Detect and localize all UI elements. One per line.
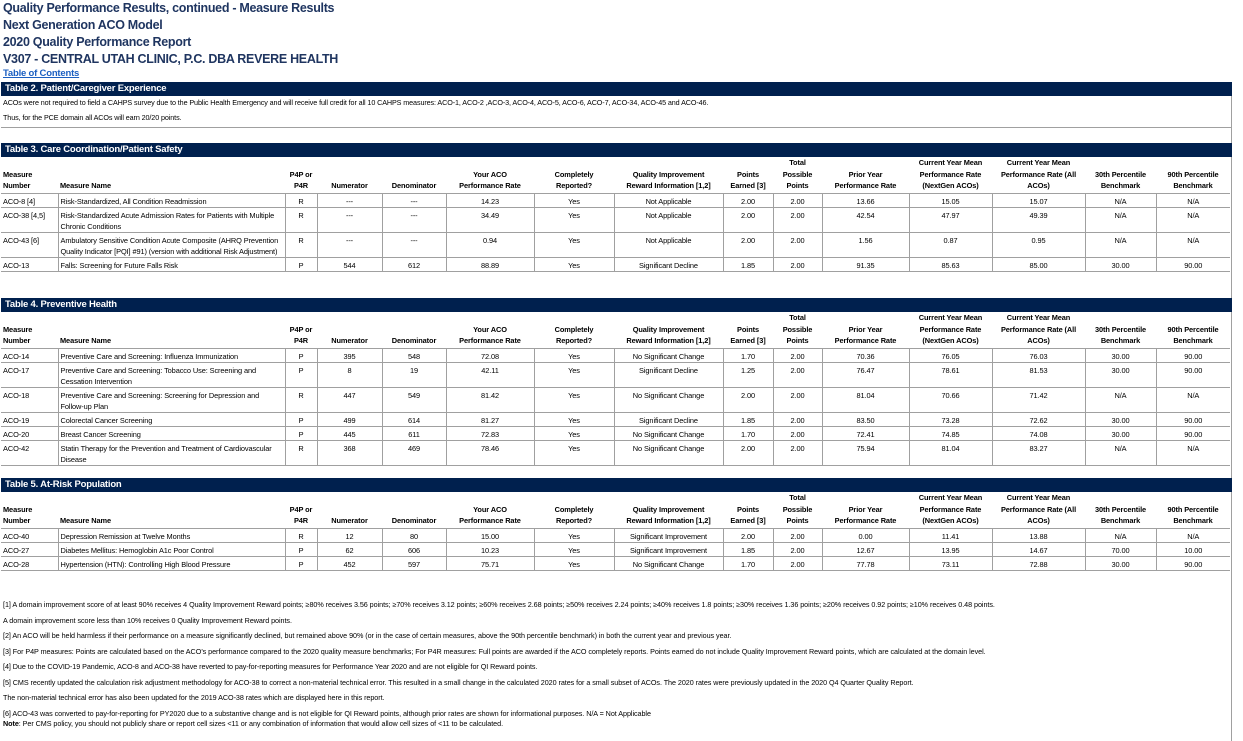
table-cell: 447 [317, 387, 382, 412]
table-cell: 74.85 [909, 426, 992, 440]
header-row [1, 157, 1230, 193]
table-cell: 13.66 [822, 193, 909, 207]
table-cell: ACO-17 [1, 362, 58, 387]
table-cell: Yes [534, 348, 614, 362]
table-cell: Statin Therapy for the Prevention and Treatment of Cardiovascular Disease [58, 440, 285, 465]
page-border [1231, 82, 1232, 741]
table-cell: 1.85 [723, 412, 773, 426]
table-cell: N/A [1156, 440, 1230, 465]
table-cell: Risk-Standardized Acute Admission Rates for Patients with Multiple Chronic Conditions [58, 207, 285, 232]
table-cell: ACO-43 [6] [1, 232, 58, 257]
table-cell: 0.94 [446, 232, 534, 257]
table-cell: 395 [317, 348, 382, 362]
table-row [1, 556, 1230, 570]
table-cell: 42.54 [822, 207, 909, 232]
column-header: Numerator [317, 157, 382, 193]
table-cell: No Significant Change [614, 440, 723, 465]
table-cell: 75.71 [446, 556, 534, 570]
column-header: Your ACO Performance Rate [446, 157, 534, 193]
table-cell: 10.00 [1156, 542, 1230, 556]
table-cell: P [285, 257, 317, 271]
footnote: The non-material technical error has also been updated for the 2019 ACO-38 rates which are displayed here in this report. [3, 693, 385, 702]
table-cell: Falls: Screening for Future Falls Risk [58, 257, 285, 271]
table2-text-2: Thus, for the PCE domain all ACOs will earn 20/20 points. [3, 113, 182, 122]
table-cell: Yes [534, 426, 614, 440]
column-header: Denominator [382, 157, 446, 193]
table-cell: 15.00 [446, 528, 534, 542]
table-cell: 548 [382, 348, 446, 362]
table-cell: 72.88 [992, 556, 1085, 570]
table-cell: --- [317, 193, 382, 207]
column-header: Points Earned [3] [723, 492, 773, 528]
table-cell: 2.00 [773, 412, 822, 426]
column-header: 30th Percentile Benchmark [1085, 492, 1156, 528]
table-cell: Preventive Care and Screening: Tobacco Use: Screening and Cessation Intervention [58, 362, 285, 387]
column-header: P4P or P4R [285, 157, 317, 193]
column-header: Quality Improvement Reward Information [1,2] [614, 492, 723, 528]
table-cell: 2.00 [723, 193, 773, 207]
column-header: Total Possible Points [773, 157, 822, 193]
column-header: P4P or P4R [285, 312, 317, 348]
table-row [1, 528, 1230, 542]
table-cell: Yes [534, 232, 614, 257]
table-cell: 0.95 [992, 232, 1085, 257]
table-cell: 2.00 [773, 232, 822, 257]
table-cell: 42.11 [446, 362, 534, 387]
table-row [1, 362, 1230, 387]
table-cell: 13.95 [909, 542, 992, 556]
table-cell: 13.88 [992, 528, 1085, 542]
table-cell: 1.25 [723, 362, 773, 387]
table-cell: Hypertension (HTN): Controlling High Blood Pressure [58, 556, 285, 570]
table-cell: 2.00 [723, 528, 773, 542]
table-cell: 549 [382, 387, 446, 412]
table-cell: 2.00 [773, 426, 822, 440]
table-cell: Depression Remission at Twelve Months [58, 528, 285, 542]
note-text: : Per CMS policy, you should not publicly share or report cell sizes <11 or any combination of information that would allow cell sizes of <11 to be calculated. [18, 719, 504, 728]
table-cell: ACO-28 [1, 556, 58, 570]
table-cell: 76.47 [822, 362, 909, 387]
table-cell: 30.00 [1085, 426, 1156, 440]
footnote: [3] For P4P measures: Points are calculated based on the ACO’s performance compared to the 2020 quality measure benchmarks; For P4R measures: Full points are awarded if the ACO completely reports. Points earned do not include Quality Improvement Reward points, which are calculated at the domain level. [3, 646, 986, 656]
table-cell: P [285, 542, 317, 556]
column-header: Current Year Mean Performance Rate (NextGen ACOs) [909, 492, 992, 528]
table-cell: 81.04 [822, 387, 909, 412]
column-header: 90th Percentile Benchmark [1156, 312, 1230, 348]
table-cell: 2.00 [773, 528, 822, 542]
table-cell: 90.00 [1156, 412, 1230, 426]
table-cell: 76.05 [909, 348, 992, 362]
table-cell: Diabetes Mellitus: Hemoglobin A1c Poor Control [58, 542, 285, 556]
table-cell: ACO-8 [4] [1, 193, 58, 207]
column-header: Quality Improvement Reward Information [1,2] [614, 157, 723, 193]
table-row [1, 426, 1230, 440]
table-cell: 80 [382, 528, 446, 542]
column-header: Prior Year Performance Rate [822, 492, 909, 528]
table-cell: ACO-40 [1, 528, 58, 542]
table-cell: 469 [382, 440, 446, 465]
report-name: 2020 Quality Performance Report [3, 35, 191, 49]
table-cell: 2.00 [723, 387, 773, 412]
table-cell: 62 [317, 542, 382, 556]
column-header: 90th Percentile Benchmark [1156, 492, 1230, 528]
column-header: Numerator [317, 492, 382, 528]
table-cell: R [285, 193, 317, 207]
column-header: Measure Number [1, 492, 58, 528]
table-cell: No Significant Change [614, 387, 723, 412]
table-cell: N/A [1156, 207, 1230, 232]
table-cell: 597 [382, 556, 446, 570]
header-row [1, 492, 1230, 528]
table-cell: 70.66 [909, 387, 992, 412]
table-cell: Preventive Care and Screening: Screening for Depression and Follow-up Plan [58, 387, 285, 412]
table-cell: 0.87 [909, 232, 992, 257]
column-header: Denominator [382, 312, 446, 348]
table-cell: P [285, 426, 317, 440]
table-title: Table 3. Care Coordination/Patient Safety [1, 143, 1232, 157]
table-cell: 2.00 [773, 440, 822, 465]
footnote: [1] A domain improvement score of at least 90% receives 4 Quality Improvement Reward points; ≥80% receives 3.56 points; ≥70% receives 3.12 points; ≥60% receives 2.68 points; ≥50% receives 2.24 points; ≥40% receives 1.8 points; ≥30% receives 1.36 points; ≥20% receives 0.92 points; ≥10% receives 0.48 points. [3, 600, 995, 609]
table-cell: N/A [1156, 387, 1230, 412]
table-cell: Breast Cancer Screening [58, 426, 285, 440]
column-header: 30th Percentile Benchmark [1085, 312, 1156, 348]
table-cell: 76.03 [992, 348, 1085, 362]
table-cell: 606 [382, 542, 446, 556]
table-cell: 11.41 [909, 528, 992, 542]
table-cell: --- [382, 207, 446, 232]
aco-name: V307 - CENTRAL UTAH CLINIC, P.C. DBA REVERE HEALTH [3, 52, 339, 66]
table-cell: N/A [1085, 440, 1156, 465]
table-cell: 72.62 [992, 412, 1085, 426]
table-cell: 2.00 [773, 556, 822, 570]
column-header: Current Year Mean Performance Rate (All ACOs) [992, 157, 1085, 193]
table-row [1, 193, 1230, 207]
table-row [1, 257, 1230, 271]
table-cell: --- [382, 193, 446, 207]
table-cell: --- [317, 232, 382, 257]
table-cell: N/A [1085, 193, 1156, 207]
table-cell: P [285, 362, 317, 387]
column-header: Current Year Mean Performance Rate (All ACOs) [992, 312, 1085, 348]
footnote: [4] Due to the COVID-19 Pandemic, ACO-8 and ACO-38 have reverted to pay-for-reporting measures for Performance Year 2020 and are not eligible for QI Reward points. [3, 662, 538, 671]
table-cell: P [285, 556, 317, 570]
table-cell: 72.08 [446, 348, 534, 362]
table-cell: 75.94 [822, 440, 909, 465]
measure-table [1, 312, 1230, 466]
divider [1, 127, 1232, 128]
column-header: Current Year Mean Performance Rate (NextGen ACOs) [909, 157, 992, 193]
table-cell: ACO-42 [1, 440, 58, 465]
table-cell: 12.67 [822, 542, 909, 556]
table-cell: Preventive Care and Screening: Influenza Immunization [58, 348, 285, 362]
table-row [1, 542, 1230, 556]
table-cell: N/A [1156, 193, 1230, 207]
table-cell: Significant Decline [614, 362, 723, 387]
table-cell: 2.00 [773, 207, 822, 232]
table-cell: 83.27 [992, 440, 1085, 465]
column-header: Measure Name [58, 157, 285, 193]
table-cell: Colorectal Cancer Screening [58, 412, 285, 426]
table-cell: Ambulatory Sensitive Condition Acute Composite (AHRQ Prevention Quality Indicator [PQI] #91) (version with additional Risk Adjustment) [58, 232, 285, 257]
table-cell: 15.05 [909, 193, 992, 207]
table2-title: Table 2. Patient/Caregiver Experience [1, 82, 1232, 96]
footnote: A domain improvement score less than 10% receives 0 Quality Improvement Reward points. [3, 615, 292, 625]
table-cell: 30.00 [1085, 412, 1156, 426]
table-cell: 91.35 [822, 257, 909, 271]
table-row [1, 440, 1230, 465]
table-cell: 73.28 [909, 412, 992, 426]
measure-table [1, 492, 1230, 571]
column-header: Current Year Mean Performance Rate (NextGen ACOs) [909, 312, 992, 348]
table-cell: R [285, 440, 317, 465]
table-cell: ACO-18 [1, 387, 58, 412]
table-cell: 499 [317, 412, 382, 426]
column-header: Completely Reported? [534, 492, 614, 528]
table-cell: 34.49 [446, 207, 534, 232]
table-cell: ACO-27 [1, 542, 58, 556]
table-cell: 368 [317, 440, 382, 465]
table-cell: Significant Improvement [614, 528, 723, 542]
column-header: Quality Improvement Reward Information [1,2] [614, 312, 723, 348]
table-of-contents-link[interactable]: Table of Contents [3, 68, 80, 79]
column-header: Measure Number [1, 157, 58, 193]
table-cell: No Significant Change [614, 348, 723, 362]
table-cell: Yes [534, 387, 614, 412]
column-header: Completely Reported? [534, 157, 614, 193]
table-cell: Not Applicable [614, 232, 723, 257]
column-header: Measure Number [1, 312, 58, 348]
column-header: 30th Percentile Benchmark [1085, 157, 1156, 193]
table-cell: ACO-13 [1, 257, 58, 271]
table-cell: ACO-38 [4,5] [1, 207, 58, 232]
table-cell: Yes [534, 257, 614, 271]
table-cell: 2.00 [773, 387, 822, 412]
table-cell: 10.23 [446, 542, 534, 556]
table-cell: N/A [1156, 528, 1230, 542]
column-header: Your ACO Performance Rate [446, 492, 534, 528]
table-cell: 2.00 [773, 193, 822, 207]
table-cell: Yes [534, 362, 614, 387]
table-cell: Risk-Standardized, All Condition Readmission [58, 193, 285, 207]
table-cell: 72.83 [446, 426, 534, 440]
table2-text-1: ACOs were not required to field a CAHPS survey due to the Public Health Emergency and will receive full credit for all 10 CAHPS measures: ACO-1, ACO-2 ,ACO-3, ACO-4, ACO-5, ACO-6, ACO-7, ACO-34, ACO-45 and ACO-46. [3, 98, 709, 107]
table-cell: 12 [317, 528, 382, 542]
table-cell: 77.78 [822, 556, 909, 570]
table-cell: 14.67 [992, 542, 1085, 556]
footnote: [5] CMS recently updated the calculation risk adjustment methodology for ACO-38 to correct a non-material technical error. This resulted in a small change in the calculated 2020 rates for a small subset of ACOs. The 2020 rates were previously updated in the 2020 Q4 Quarter Quality Report. [3, 677, 914, 687]
column-header: Prior Year Performance Rate [822, 312, 909, 348]
table-cell: N/A [1085, 528, 1156, 542]
table-row [1, 232, 1230, 257]
table-cell: Yes [534, 207, 614, 232]
table-cell: N/A [1156, 232, 1230, 257]
column-header: Measure Name [58, 492, 285, 528]
table-cell: 90.00 [1156, 426, 1230, 440]
table-cell: R [285, 232, 317, 257]
table-row [1, 412, 1230, 426]
table-title: Table 4. Preventive Health [1, 298, 1232, 312]
table-cell: 71.42 [992, 387, 1085, 412]
table-cell: P [285, 348, 317, 362]
table-cell: N/A [1085, 387, 1156, 412]
table-cell: 85.63 [909, 257, 992, 271]
table-cell: 81.53 [992, 362, 1085, 387]
table-cell: 1.70 [723, 348, 773, 362]
table-cell: 2.00 [773, 348, 822, 362]
table-cell: N/A [1085, 232, 1156, 257]
table-cell: 30.00 [1085, 257, 1156, 271]
table-cell: 49.39 [992, 207, 1085, 232]
column-header: 90th Percentile Benchmark [1156, 157, 1230, 193]
column-header: Points Earned [3] [723, 312, 773, 348]
table-row [1, 387, 1230, 412]
note-label: Note [3, 719, 19, 728]
table-cell: 0.00 [822, 528, 909, 542]
column-header: Total Possible Points [773, 312, 822, 348]
column-header: Completely Reported? [534, 312, 614, 348]
table-title: Table 5. At-Risk Population [1, 478, 1232, 492]
table-cell: Yes [534, 193, 614, 207]
table-cell: R [285, 207, 317, 232]
footnote: [6] ACO-43 was converted to pay-for-reporting for PY2020 due to a substantive change and is not eligible for QI Reward points, although prior rates are shown for informational purposes. N/A = Not Applicable [3, 708, 651, 718]
table-cell: 90.00 [1156, 257, 1230, 271]
table-cell: 73.11 [909, 556, 992, 570]
column-header: Total Possible Points [773, 492, 822, 528]
table-cell: R [285, 387, 317, 412]
column-header: Current Year Mean Performance Rate (All ACOs) [992, 492, 1085, 528]
table-cell: 88.89 [446, 257, 534, 271]
table-cell: ACO-19 [1, 412, 58, 426]
table-row [1, 207, 1230, 232]
table-cell: 8 [317, 362, 382, 387]
table-cell: 90.00 [1156, 362, 1230, 387]
table-cell: --- [317, 207, 382, 232]
table-cell: ACO-20 [1, 426, 58, 440]
table-cell: 30.00 [1085, 348, 1156, 362]
table-cell: 90.00 [1156, 556, 1230, 570]
table-cell: 30.00 [1085, 362, 1156, 387]
table-cell: 2.00 [773, 542, 822, 556]
table-cell: N/A [1085, 207, 1156, 232]
table-cell: Yes [534, 542, 614, 556]
table-cell: No Significant Change [614, 556, 723, 570]
table-cell: --- [382, 232, 446, 257]
cms-note [3, 719, 503, 728]
table-cell: 544 [317, 257, 382, 271]
table-cell: 81.27 [446, 412, 534, 426]
table-cell: Yes [534, 556, 614, 570]
table-cell: 78.46 [446, 440, 534, 465]
table-cell: 1.70 [723, 556, 773, 570]
table-cell: R [285, 528, 317, 542]
column-header: Points Earned [3] [723, 157, 773, 193]
column-header: Numerator [317, 312, 382, 348]
column-header: Measure Name [58, 312, 285, 348]
table-cell: 1.56 [822, 232, 909, 257]
table-cell: 70.00 [1085, 542, 1156, 556]
table-cell: 15.07 [992, 193, 1085, 207]
table-cell: Significant Decline [614, 412, 723, 426]
table-cell: Significant Improvement [614, 542, 723, 556]
table-cell: 47.97 [909, 207, 992, 232]
table-cell: Not Applicable [614, 193, 723, 207]
table-cell: 30.00 [1085, 556, 1156, 570]
table-cell: 81.04 [909, 440, 992, 465]
table-cell: Yes [534, 440, 614, 465]
table-cell: 2.00 [723, 232, 773, 257]
table-cell: 70.36 [822, 348, 909, 362]
table-cell: 19 [382, 362, 446, 387]
table-cell: 1.70 [723, 426, 773, 440]
table-cell: P [285, 412, 317, 426]
column-header: Prior Year Performance Rate [822, 157, 909, 193]
table-cell: 611 [382, 426, 446, 440]
table-cell: ACO-14 [1, 348, 58, 362]
column-header: P4P or P4R [285, 492, 317, 528]
table-cell: 452 [317, 556, 382, 570]
column-header: Your ACO Performance Rate [446, 312, 534, 348]
table-cell: 85.00 [992, 257, 1085, 271]
table-cell: 83.50 [822, 412, 909, 426]
table-cell: 14.23 [446, 193, 534, 207]
table-cell: No Significant Change [614, 426, 723, 440]
footnote: [2] An ACO will be held harmless if their performance on a measure significantly declined, but remained above 90% (or in the case of certain measures, above the 90th percentile benchmark) in both the current year and previous year. [3, 631, 732, 640]
table-row [1, 348, 1230, 362]
table-cell: 78.61 [909, 362, 992, 387]
table-cell: 614 [382, 412, 446, 426]
table-cell: 1.85 [723, 542, 773, 556]
table-cell: 2.00 [773, 257, 822, 271]
column-header: Denominator [382, 492, 446, 528]
measure-table [1, 157, 1230, 272]
table-cell: Yes [534, 528, 614, 542]
table-cell: Yes [534, 412, 614, 426]
table-cell: 1.85 [723, 257, 773, 271]
table-cell: 445 [317, 426, 382, 440]
table-cell: 81.42 [446, 387, 534, 412]
table-cell: Significant Decline [614, 257, 723, 271]
table-cell: 612 [382, 257, 446, 271]
model-name: Next Generation ACO Model [3, 18, 163, 32]
table-cell: Not Applicable [614, 207, 723, 232]
table-cell: 74.08 [992, 426, 1085, 440]
table-cell: 72.41 [822, 426, 909, 440]
table-cell: 2.00 [723, 207, 773, 232]
table-cell: 2.00 [723, 440, 773, 465]
table-cell: 90.00 [1156, 348, 1230, 362]
report-title: Quality Performance Results, continued - Measure Results [3, 1, 335, 15]
table-cell: 2.00 [773, 362, 822, 387]
header-row [1, 312, 1230, 348]
